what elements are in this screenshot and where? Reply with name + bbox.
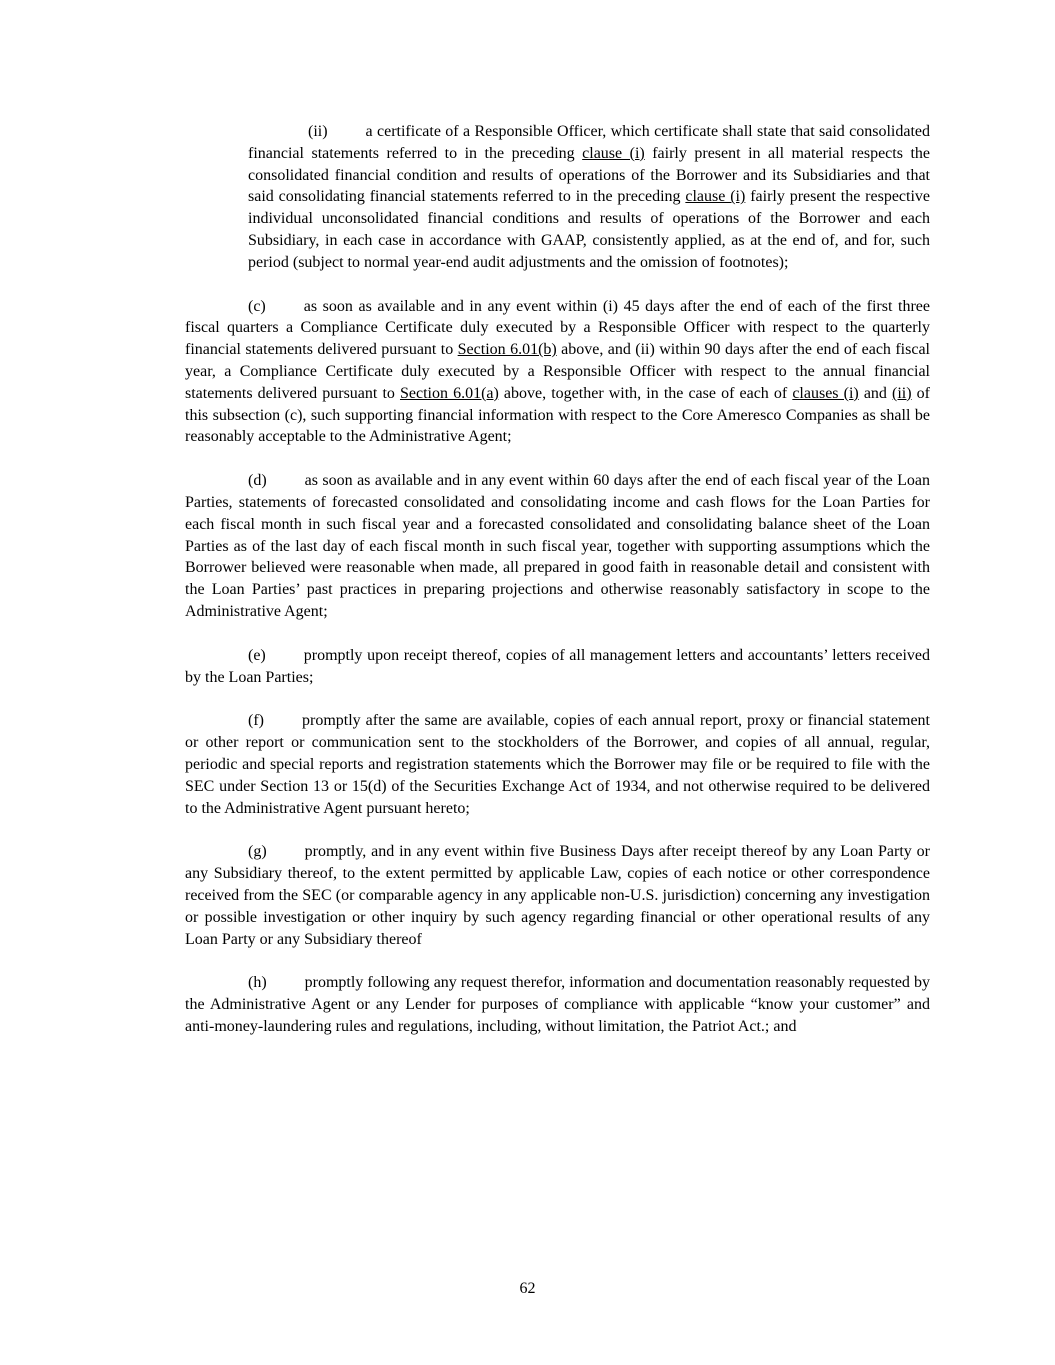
text-segment: promptly after the same are available, copies of each annual report, proxy or financial statement or other report or communication sent to the stockholders of the Borrower, and copies of all annual, regular, periodic and special reports and registration statements which the Borrower may file or be required to file with the SEC under Section 13 or 15(d) of the Securities Exchange Act of 1934, and not otherwise required to be delivered to the Administrative Agent pursuant hereto;: [185, 712, 930, 817]
text-segment: promptly, and in any event within five Business Days after receipt thereof by any Loan Party or any Subsidiary thereof, to the extent permitted by applicable Law, copies of each notice or other correspondence received from the SEC (or comparable agency in any applicable non-U.S. jurisdiction) concerning any investigation or possible investigation or other inquiry by such agency regarding financial or other operational results of any Loan Party or any Subsidiary thereof: [185, 843, 930, 948]
text-segment: promptly upon receipt thereof, copies of all management letters and accountants’ letters received by the Loan Parties;: [185, 646, 930, 686]
text-segment: fairly present in all material respects the consolidated financial condition and results of operations of the Borrower and its Subsidiaries and that said consolidating financial statements referred to in the preceding: [248, 144, 930, 206]
paragraph-g: [185, 841, 930, 950]
text-segment: promptly following any request therefor, information and documentation reasonably requested by the Administrative Agent or any Lender for purposes of compliance with applicable “know your customer” and anti-money-laundering rules and regulations, including, without limitation, the Patriot Act.; and: [185, 974, 930, 1035]
text-segment: above, and (ii) within 90 days after the end of each fiscal year, a Compliance Certificate duly executed by a Responsible Officer with respect to the annual financial statements delivered pursuant to: [185, 341, 930, 402]
text-segment: as soon as available and in any event within (i) 45 days after the end of each of the first three fiscal quarters a Compliance Certificate duly executed by a Responsible Officer with respect to the quarterly financial statements delivered pursuant to: [185, 297, 930, 359]
paragraph-c: [185, 296, 930, 449]
paragraph-marker: (g): [248, 843, 267, 861]
text-segment: as soon as available and in any event within 60 days after the end of each fiscal year of the Loan Parties, statements of forecasted consolidated and consolidating income and cash flows for the Loan Parties for each fiscal month in such fiscal year and a forecasted consolidated and consolidating balance sheet of the Loan Parties as of the last day of each fiscal month in such fiscal year, together with supporting assumptions which the Borrower believed were reasonable when made, all prepared in good faith in reasonable detail and consistent with the Loan Parties’ past practices in preparing projections and otherwise reasonably satisfactory in scope to the Administrative Agent;: [185, 472, 930, 620]
text-segment: and: [858, 384, 893, 402]
paragraph-e: [185, 645, 930, 689]
cross-reference-clause-i: clause (i): [685, 188, 746, 206]
paragraph-marker: (c): [248, 297, 266, 315]
cross-reference-clause-i: clause (i): [582, 144, 645, 162]
paragraph-marker: (e): [248, 646, 266, 664]
paragraph-marker: (h): [248, 974, 267, 992]
text-segment: above, together with, in the case of each of: [498, 384, 793, 402]
cross-reference-clause-ii: (ii): [892, 384, 912, 402]
paragraph-marker: (ii): [308, 123, 328, 140]
paragraph-d: [185, 470, 930, 623]
text-segment: of this subsection (c), such supporting financial information with respect to the Core Ameresco Companies as shall be reasonably acceptable to the Administrative Agent;: [185, 384, 930, 446]
document-body: [185, 121, 930, 1060]
cross-reference-section: Section 6.01(b): [457, 341, 557, 359]
text-segment: a certificate of a Responsible Officer, which certificate shall state that said consolidated financial statements referred to in the preceding: [248, 123, 930, 162]
cross-reference-section: Section 6.01(a): [399, 384, 499, 402]
paragraph-h: [185, 972, 930, 1037]
cross-reference-clauses: clauses (i): [792, 384, 859, 402]
text-segment: fairly present the respective individual unconsolidated financial conditions and results of operations of the Borrower and each Subsidiary, in each case in accordance with GAAP, consistently applied, as at the end of, and for, such period (subject to normal year-end audit adjustments and the omission of footnotes);: [248, 188, 931, 271]
paragraph-marker: (d): [248, 472, 267, 490]
paragraph-ii: [248, 121, 930, 274]
page-number: 62: [519, 1280, 536, 1297]
paragraph-marker: (f): [248, 712, 264, 730]
paragraph-f: [185, 710, 930, 819]
